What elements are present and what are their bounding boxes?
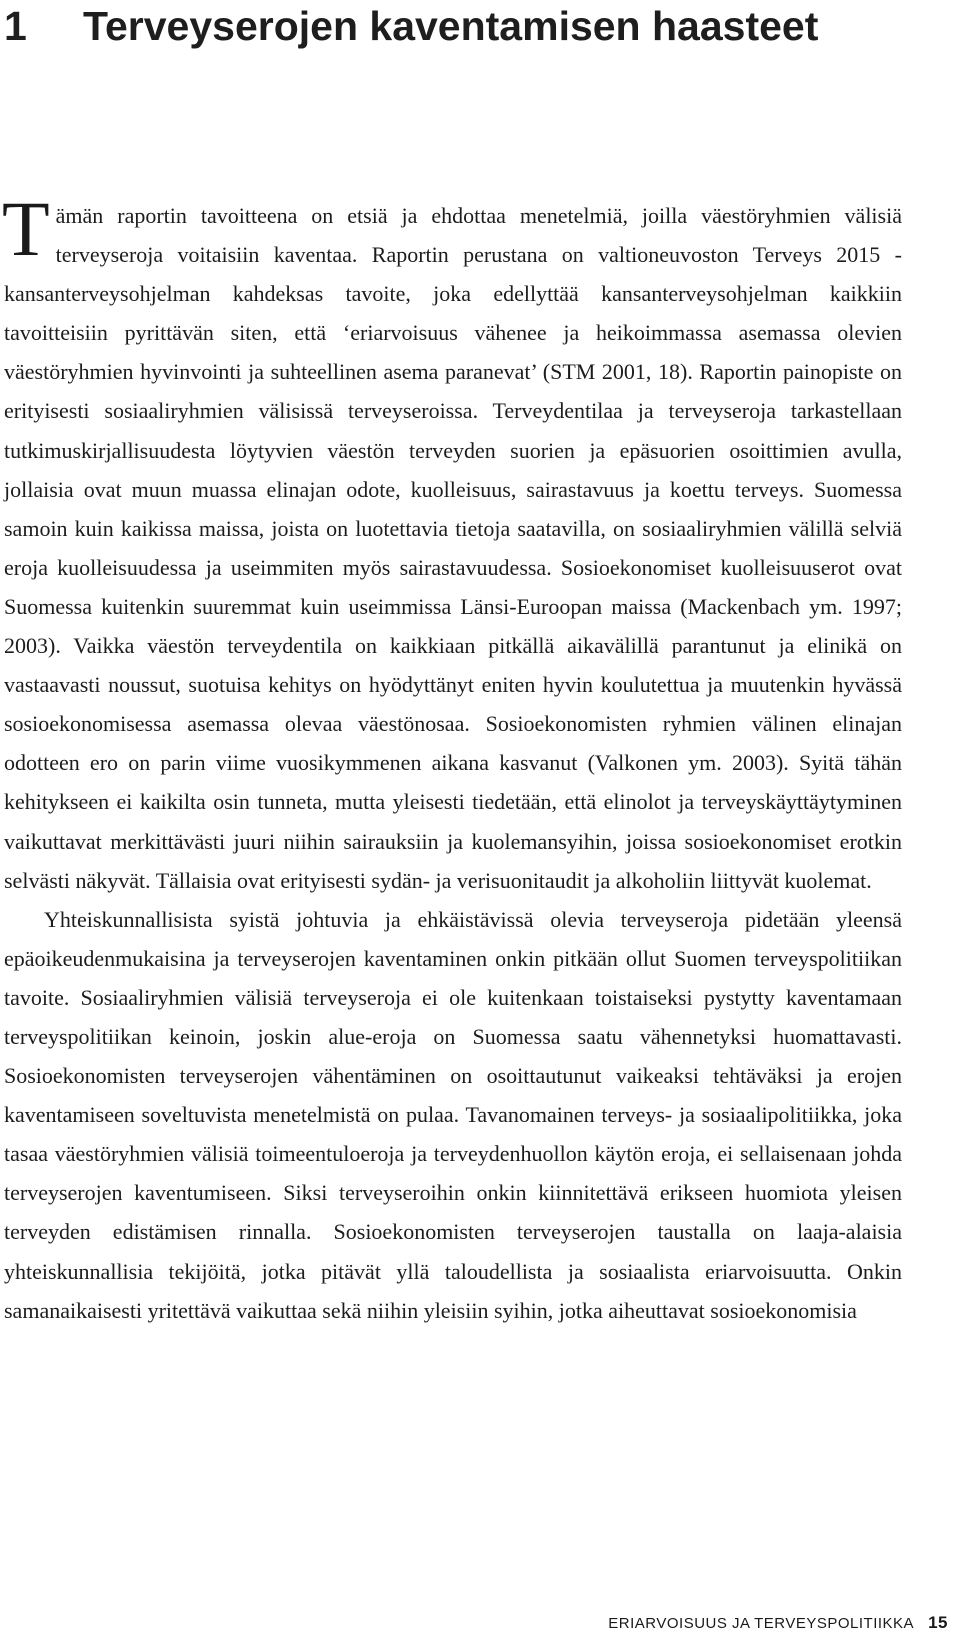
running-title: ERIARVOISUUS JA TERVEYSPOLITIIKKA: [608, 1615, 915, 1632]
drop-cap: T: [2, 185, 50, 272]
paragraph-1-text: ämän raportin tavoitteena on etsiä ja ehdottaa menetelmiä, joilla väestöryhmien välisiä terveyseroja voitaisiin kaventaa. Raportin perustana on valtioneuvoston Terveys 2015 -kansanterveysohjelman kahdeksas tavoite, joka edellyttää kansanterveysohjelman kaikkiin tavoitteisiin pyrittävän siten, että ‘eriarvoisuus vähenee ja heikoimmassa asemassa olevien väestöryhmien hyvinvointi ja suhteellinen asema paranevat’ (STM 2001, 18). Raportin painopiste on erityisesti sosiaaliryhmien välisissä terveyseroissa. Terveydentilaa ja terveyseroja tarkastellaan tutkimuskirjallisuudesta löytyvien väestön terveyden suorien ja epäsuorien osoittimien avulla, jollaisia ovat muun muassa elinajan odote, kuolleisuus, sairastavuus ja koettu terveys. Suomessa samoin kuin kaikissa maissa, joista on luotettavia tietoja saatavilla, on sosiaaliryhmien välillä selviä eroja kuolleisuudessa ja useimmiten myös sairastavuudessa. Sosioekonomiset kuolleisuuserot ovat Suomessa kuitenkin suuremmat kuin useimmissa Länsi-Euroopan maissa (Mackenbach ym. 1997; 2003). Vaikka väestön terveydentila on kaikkiaan pitkällä aikavälillä parantunut ja elinikä on vastaavasti noussut, suotuisa kehitys on hyödyttänyt eniten hyvin koulutettua ja muutenkin hyvässä sosioekonomisessa asemassa olevaa väestönosaa. Sosioekonomisten ryhmien välinen elinajan odotteen ero on parin viime vuosikymmenen aikana kasvanut (Valkonen ym. 2003). Syitä tähän kehitykseen ei kaikilta osin tunneta, mutta yleisesti tiedetään, että elinolot ja terveyskäyttäytyminen vaikuttavat merkittävästi juuri niihin sairauksiin ja kuolemansyihin, joissa sosioekonomiset erotkin selvästi näkyvät. Tällaisia ovat erityisesti sydän- ja verisuonitaudit ja alkoholiin liittyvät kuolemat.: [4, 203, 902, 893]
paragraph-1: [2, 185, 902, 900]
page-footer: [608, 1613, 948, 1633]
chapter-title: Terveyserojen kaventamisen haasteet: [83, 3, 819, 49]
chapter-number: 1: [4, 3, 27, 49]
paragraph-2: Yhteiskunnallisista syistä johtuvia ja ehkäistävissä olevia terveyseroja pidetään yleensä epäoikeudenmukaisina ja terveyserojen kaventaminen onkin pitkään ollut Suomen terveyspolitiikan tavoite. Sosiaaliryhmien välisiä terveyseroja ei ole kuitenkaan toistaiseksi pystytty kaventamaan terveyspolitiikan keinoin, joskin alue-eroja on Suomessa saatu vähennetyksi huomattavasti. Sosioekonomisten terveyserojen vähentäminen on osoittautunut vaikeaksi tehtäväksi ja erojen kaventamiseen soveltuvista menetelmistä on pulaa. Tavanomainen terveys- ja sosiaalipolitiikka, joka tasaa väestöryhmien välisiä toimeentuloeroja ja terveydenhuollon käytön eroja, ei sellaisenaan johda terveyserojen kaventumiseen. Siksi terveyseroihin onkin kiinnitettävä erikseen huomiota yleisen terveyden edistämisen rinnalla. Sosioekonomisten terveyserojen taustalla on laaja-alaisia yhteiskunnallisia tekijöitä, jotka pitävät yllä taloudellista ja sosiaalista eriarvoisuutta. Onkin samanaikaisesti yritettävä vaikuttaa sekä niihin yleisiin syihin, jotka aiheuttavat sosioekonomisia: [4, 906, 902, 1323]
page-number: 15: [928, 1613, 948, 1632]
body-text: [2, 185, 902, 1330]
